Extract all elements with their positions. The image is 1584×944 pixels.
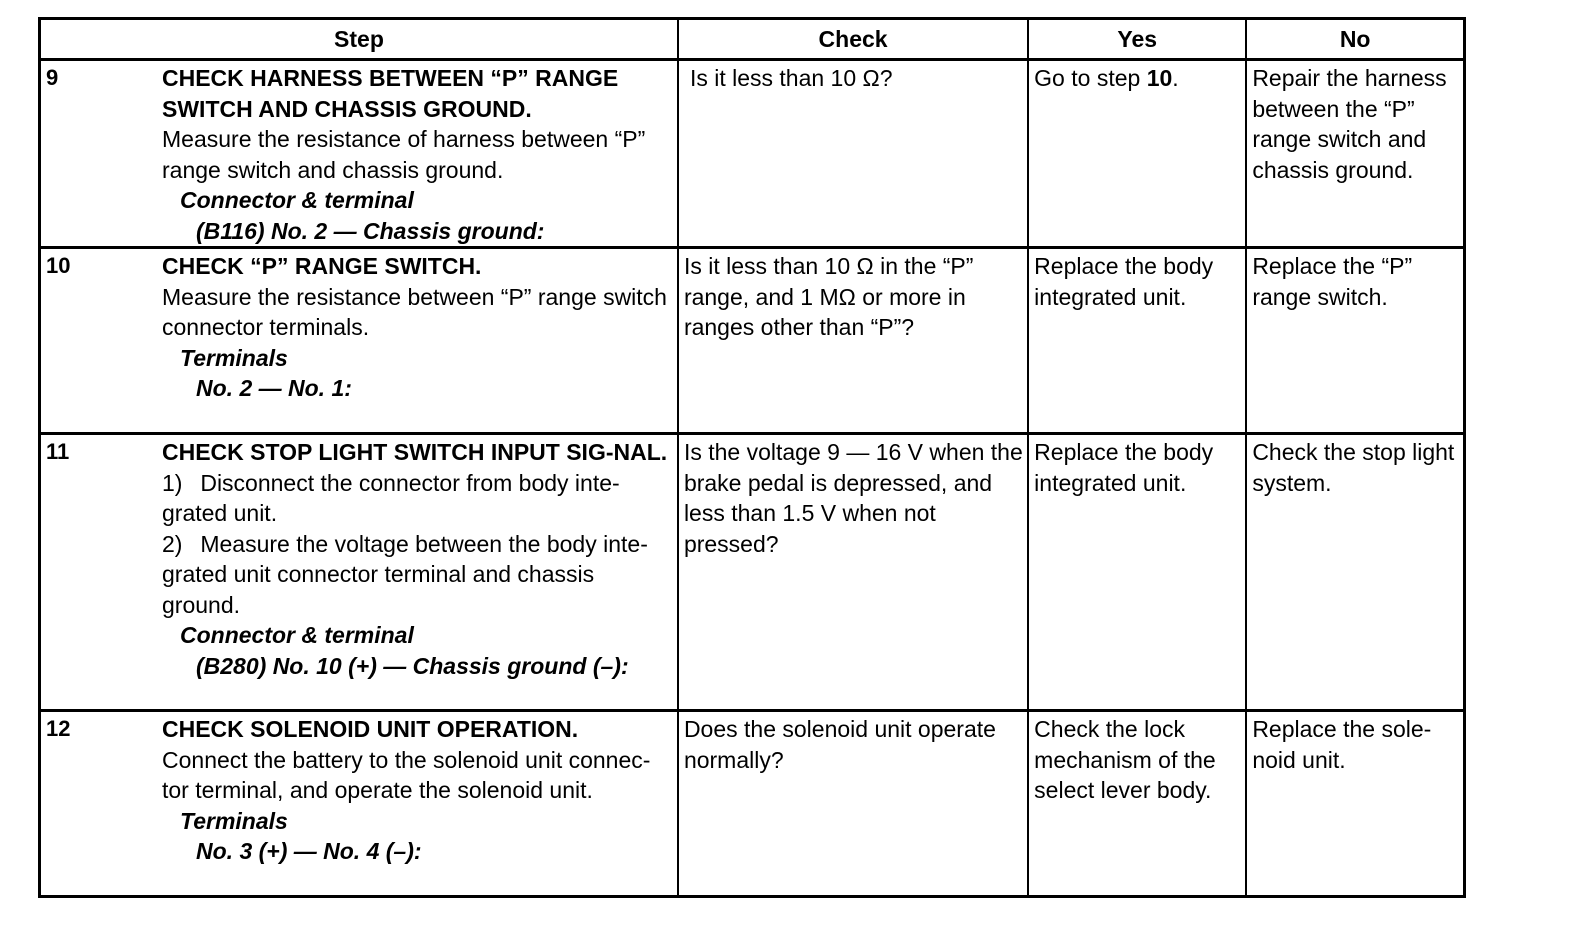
yes-action: Check the lock mechanism of the select lever body. [1034,716,1216,803]
yes-cell [1028,711,1246,897]
header-yes: Yes [1028,19,1246,60]
spec-heading: Connector & terminal [180,622,414,648]
no-action: Check the stop light system. [1252,439,1455,496]
no-cell [1246,248,1464,434]
table-row [40,248,1465,434]
step-description: Measure the resistance between “P” range switch connector terminals. [162,283,667,340]
step-body [162,61,677,246]
yes-cell [1028,434,1246,711]
check-question: Is the voltage 9 — 16 V when the brake pedal is depressed, and less than 1.5 V when not pressed? [683,439,1023,557]
check-question: Does the solenoid unit operate normally? [683,716,996,773]
no-action: Repair the harness between the “P” range switch and chassis ground. [1252,65,1447,183]
step-title: CHECK SOLENOID UNIT OPERATION. [162,716,579,742]
step-body [162,435,677,681]
no-action: Replace the sole-noid unit. [1252,716,1432,773]
yes-suffix: . [1172,65,1179,91]
step-cell [40,711,678,897]
check-cell [678,434,1028,711]
step-title: CHECK “P” RANGE SWITCH. [162,253,482,279]
no-action: Replace the “P” range switch. [1252,253,1413,310]
step-number: 9 [46,65,59,90]
yes-cell [1028,60,1246,248]
no-cell [1246,60,1464,248]
check-cell [678,248,1028,434]
no-cell [1246,711,1464,897]
check-question: Is it less than 10 Ω? [689,65,893,91]
table-row [40,60,1465,248]
spec-value: (B116) No. 2 — Chassis ground: [196,217,545,244]
spec-heading: Terminals [180,807,288,834]
table-row [40,434,1465,711]
step-description: Connect the battery to the solenoid unit connec-tor terminal, and operate the solenoid unit. [162,746,651,803]
step-number: 11 [46,439,70,464]
no-cell [1246,434,1464,711]
step-description: Measure the resistance of harness between “P” range switch and chassis ground. [162,126,646,183]
header-check: Check [678,19,1028,60]
header-step: Step [40,19,678,60]
step-cell [40,60,678,248]
step-body [162,712,677,867]
table-row [40,711,1465,897]
yes-action: Replace the body integrated unit. [1034,253,1214,310]
header-row [40,19,1465,60]
table-body [40,60,1465,897]
step-cell [40,248,678,434]
check-question: Is it less than 10 Ω in the “P” range, and 1 MΩ or more in ranges other than “P”? [683,253,974,340]
spec-value: No. 2 — No. 1: [196,375,352,401]
yes-step-ref: 10 [1146,65,1173,91]
step-number: 10 [46,253,71,278]
check-cell [678,60,1028,248]
yes-prefix: Go to step [1034,65,1147,91]
yes-action: Replace the body integrated unit. [1034,439,1214,496]
spec-value: (B280) No. 10 (+) — Chassis ground (–): [196,652,629,679]
step-substep-2: 2) Measure the voltage between the body inte-grated unit connector terminal and chassis ground. [162,530,648,618]
step-title: CHECK STOP LIGHT SWITCH INPUT SIG-NAL. [162,439,668,465]
step-cell [40,434,678,711]
spec-heading: Terminals [180,344,288,371]
step-body [162,249,677,404]
yes-cell [1028,248,1246,434]
header-no: No [1246,19,1464,60]
diagnostic-table [38,17,1466,898]
check-cell [678,711,1028,897]
spec-value: No. 3 (+) — No. 4 (–): [196,838,422,864]
spec-heading: Connector & terminal [180,187,414,213]
step-number: 12 [46,716,71,741]
yes-action [1029,61,1245,94]
step-title: CHECK HARNESS BETWEEN “P” RANGE SWITCH AND CHASSIS GROUND. [162,65,619,122]
step-substep-1: 1) Disconnect the connector from body inte-grated unit. [162,469,620,526]
table-header [40,19,1465,60]
